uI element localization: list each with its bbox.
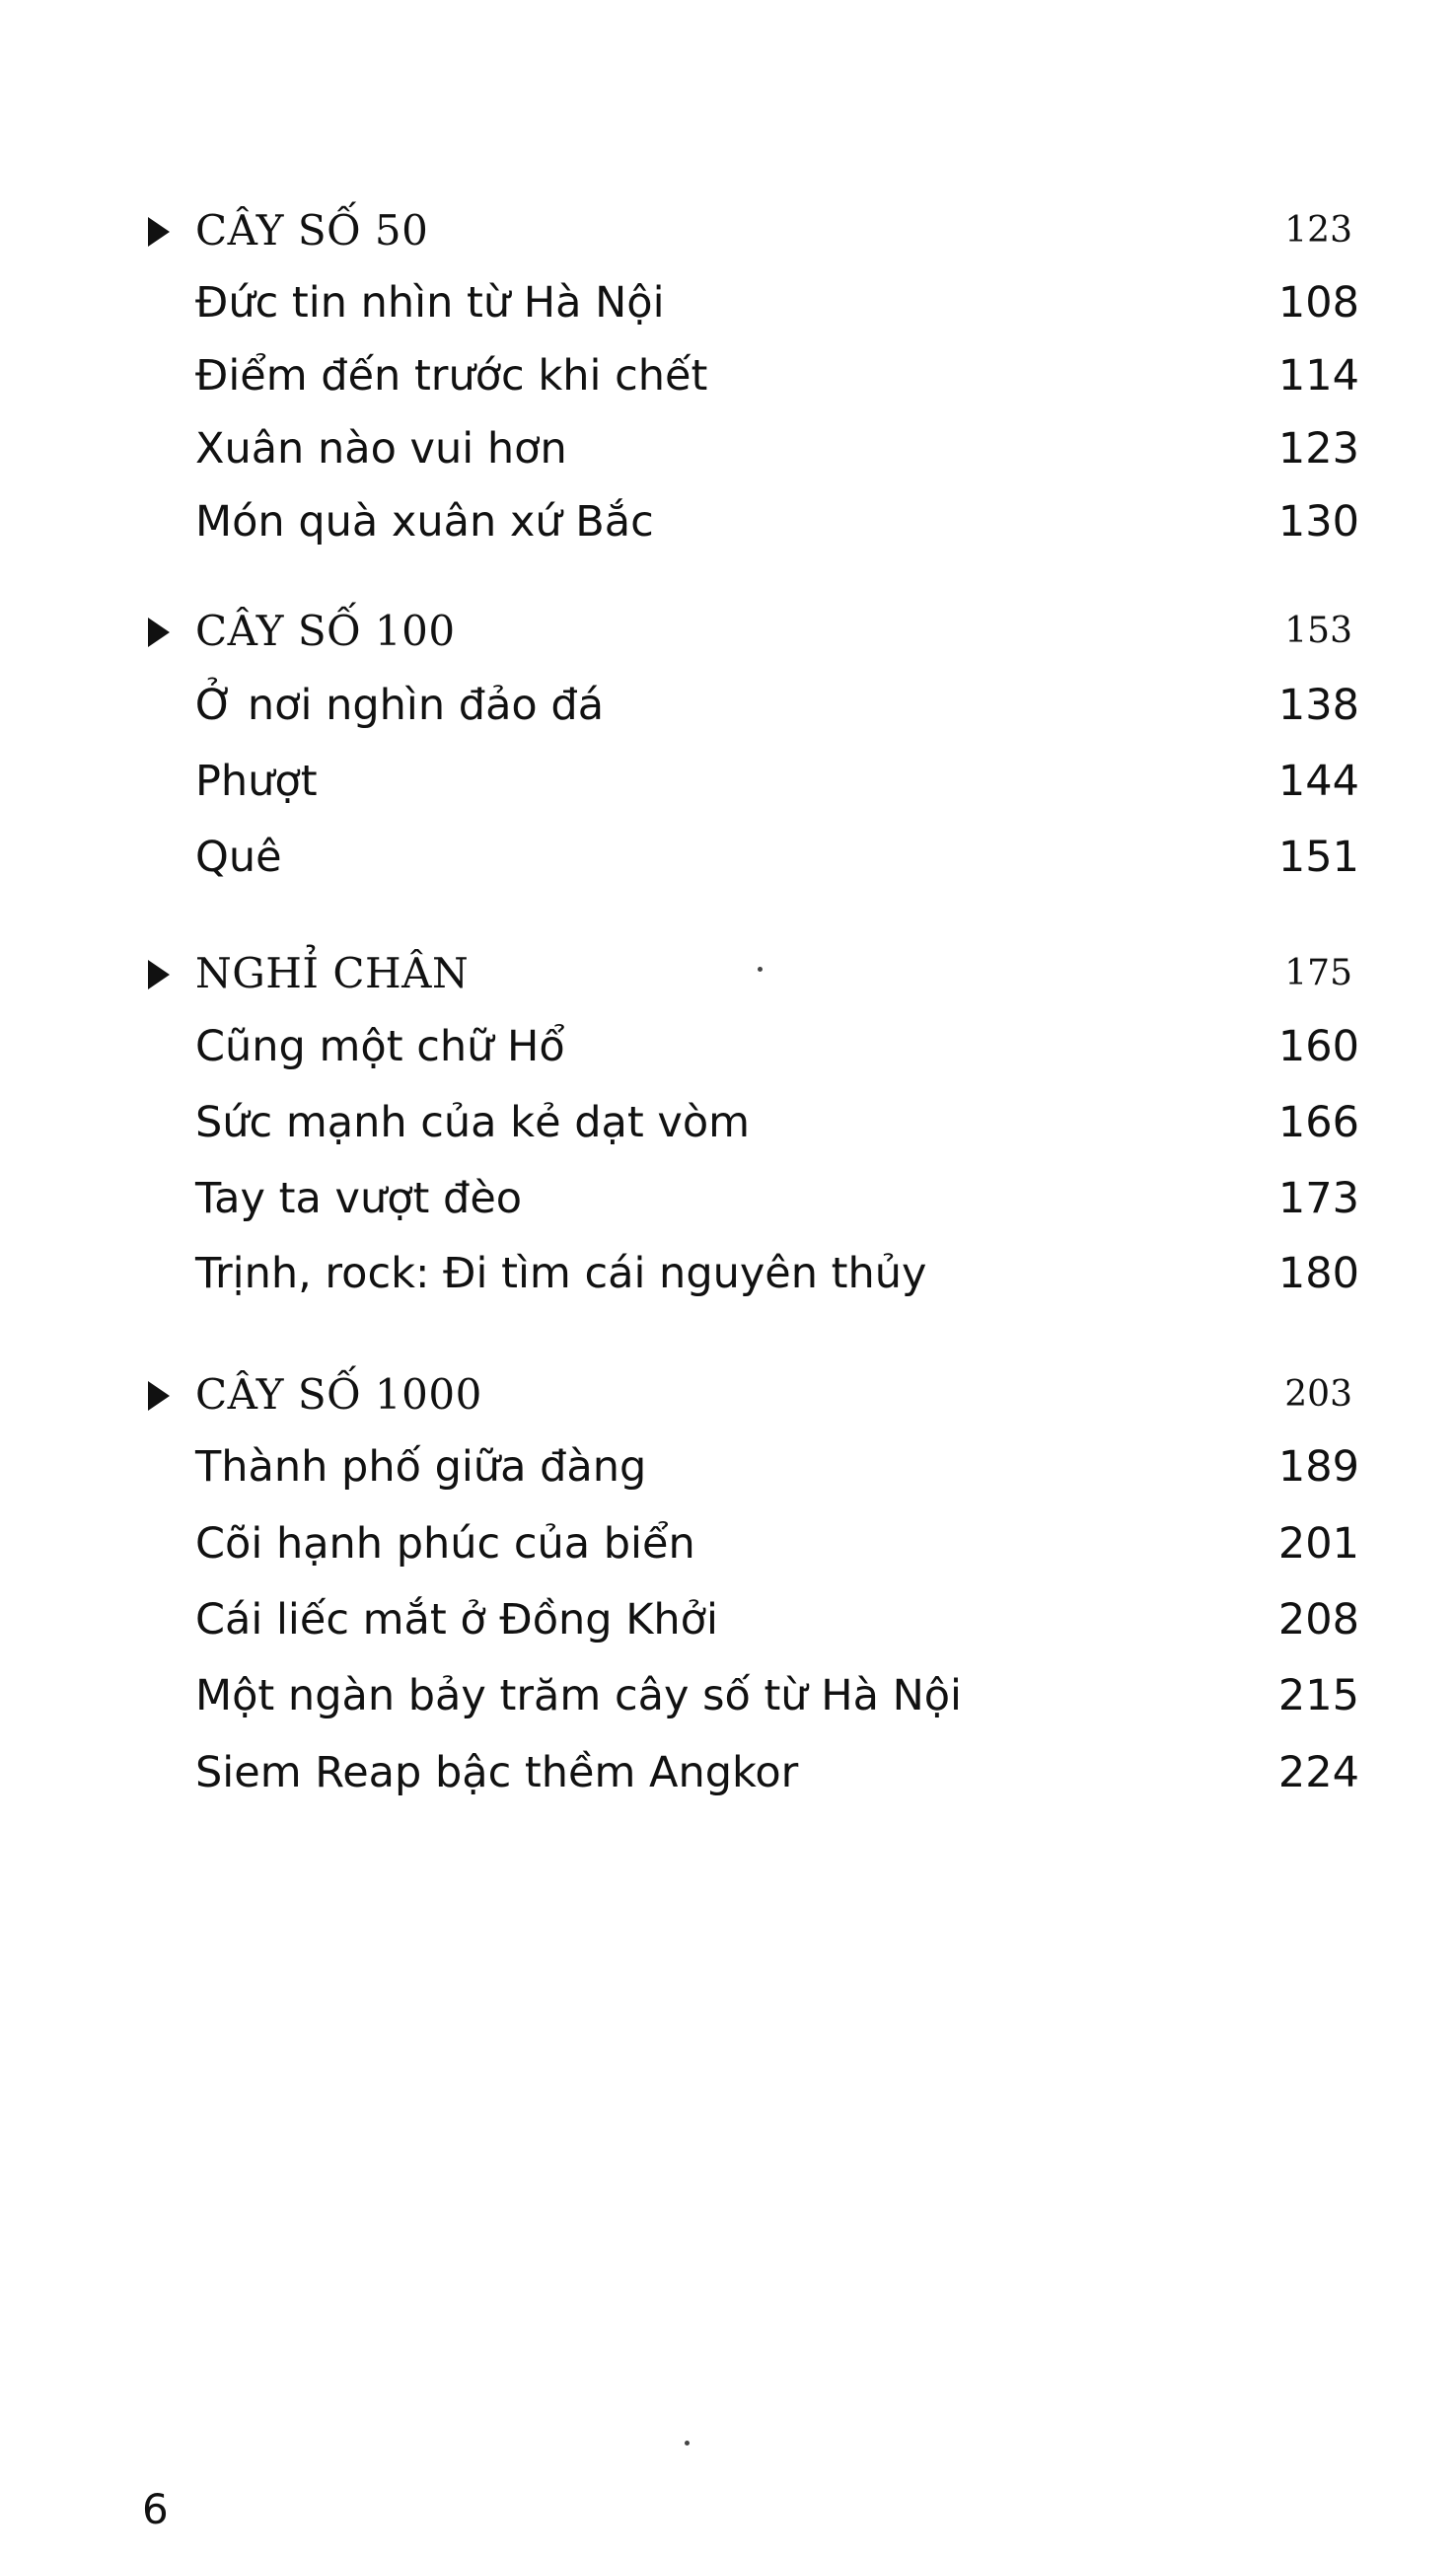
entry-title: Trịnh, rock: Đi tìm cái nguyên thủy — [195, 1249, 927, 1298]
section-page-number: 203 — [1284, 1374, 1352, 1415]
toc-entry — [0, 1432, 1456, 1501]
entry-page-number: 160 — [1277, 1022, 1359, 1071]
toc-section-heading — [0, 197, 1456, 266]
toc-entry — [0, 1661, 1456, 1730]
entry-title: Cái liếc mắt ở Đồng Khởi — [195, 1595, 718, 1644]
entry-page-number: 215 — [1277, 1671, 1359, 1720]
entry-page-number: 224 — [1277, 1748, 1359, 1797]
section-title: CÂY SỐ 100 — [195, 607, 456, 655]
entry-title: Đức tin nhìn từ Hà Nội — [195, 278, 665, 328]
toc-section-heading — [0, 940, 1456, 1009]
entry-page-number: 189 — [1277, 1442, 1359, 1492]
entry-title: Một ngàn bảy trăm cây số từ Hà Nội — [195, 1671, 963, 1720]
entry-page-number: 123 — [1277, 424, 1359, 474]
toc-entry — [0, 414, 1456, 483]
toc-entry — [0, 268, 1456, 337]
section-page-number: 175 — [1284, 953, 1352, 993]
toc-entry — [0, 341, 1456, 410]
entry-page-number: 201 — [1277, 1519, 1359, 1569]
toc-section-heading — [0, 598, 1456, 667]
entry-page-number: 173 — [1277, 1174, 1359, 1223]
toc-entry — [0, 1239, 1456, 1308]
entry-page-number: 138 — [1277, 681, 1359, 730]
entry-title: Thành phố giữa đàng — [195, 1442, 647, 1492]
toc-section-heading — [0, 1361, 1456, 1430]
entry-title: Sức mạnh của kẻ dạt vòm — [195, 1098, 751, 1147]
scan-speck — [685, 2441, 690, 2446]
toc-entry — [0, 1585, 1456, 1654]
triangle-bullet-icon — [148, 1381, 170, 1411]
scan-speck — [758, 967, 763, 972]
section-title: CÂY SỐ 1000 — [195, 1370, 482, 1419]
toc-entry — [0, 747, 1456, 816]
toc-entry — [0, 1738, 1456, 1807]
toc-entry — [0, 1088, 1456, 1157]
triangle-bullet-icon — [148, 618, 170, 647]
entry-title: Cõi hạnh phúc của biển — [195, 1519, 695, 1569]
entry-title: Món quà xuân xứ Bắc — [195, 497, 654, 547]
section-page-number: 123 — [1284, 210, 1352, 251]
entry-page-number: 151 — [1277, 833, 1359, 882]
entry-page-number: 114 — [1277, 351, 1359, 401]
section-title: CÂY SỐ 50 — [195, 206, 429, 255]
section-title: NGHỈ CHÂN — [195, 949, 470, 997]
entry-page-number: 130 — [1277, 497, 1359, 547]
toc-entry — [0, 671, 1456, 740]
entry-title: Xuân nào vui hơn — [195, 424, 567, 474]
entry-title: Quê — [195, 833, 282, 882]
page-number: 6 — [142, 2485, 169, 2533]
entry-title: Siem Reap bậc thềm Angkor — [195, 1748, 799, 1797]
entry-page-number: 180 — [1277, 1249, 1359, 1298]
entry-page-number: 144 — [1277, 757, 1359, 806]
entry-page-number: 166 — [1277, 1098, 1359, 1147]
triangle-bullet-icon — [148, 217, 170, 247]
entry-page-number: 208 — [1277, 1595, 1359, 1644]
toc-entry — [0, 487, 1456, 556]
triangle-bullet-icon — [148, 960, 170, 989]
section-page-number: 153 — [1284, 611, 1352, 651]
entry-title: Tay ta vượt đèo — [195, 1174, 523, 1223]
toc-entry — [0, 1509, 1456, 1578]
toc-entry — [0, 1164, 1456, 1233]
entry-title: Cũng một chữ Hổ — [195, 1022, 565, 1071]
toc-entry — [0, 1012, 1456, 1081]
entry-title: Phượt — [195, 757, 318, 806]
entry-title: Điểm đến trước khi chết — [195, 351, 708, 401]
entry-page-number: 108 — [1277, 278, 1359, 328]
entry-title: Ở nơi nghìn đảo đá — [195, 681, 605, 730]
toc-entry — [0, 823, 1456, 892]
